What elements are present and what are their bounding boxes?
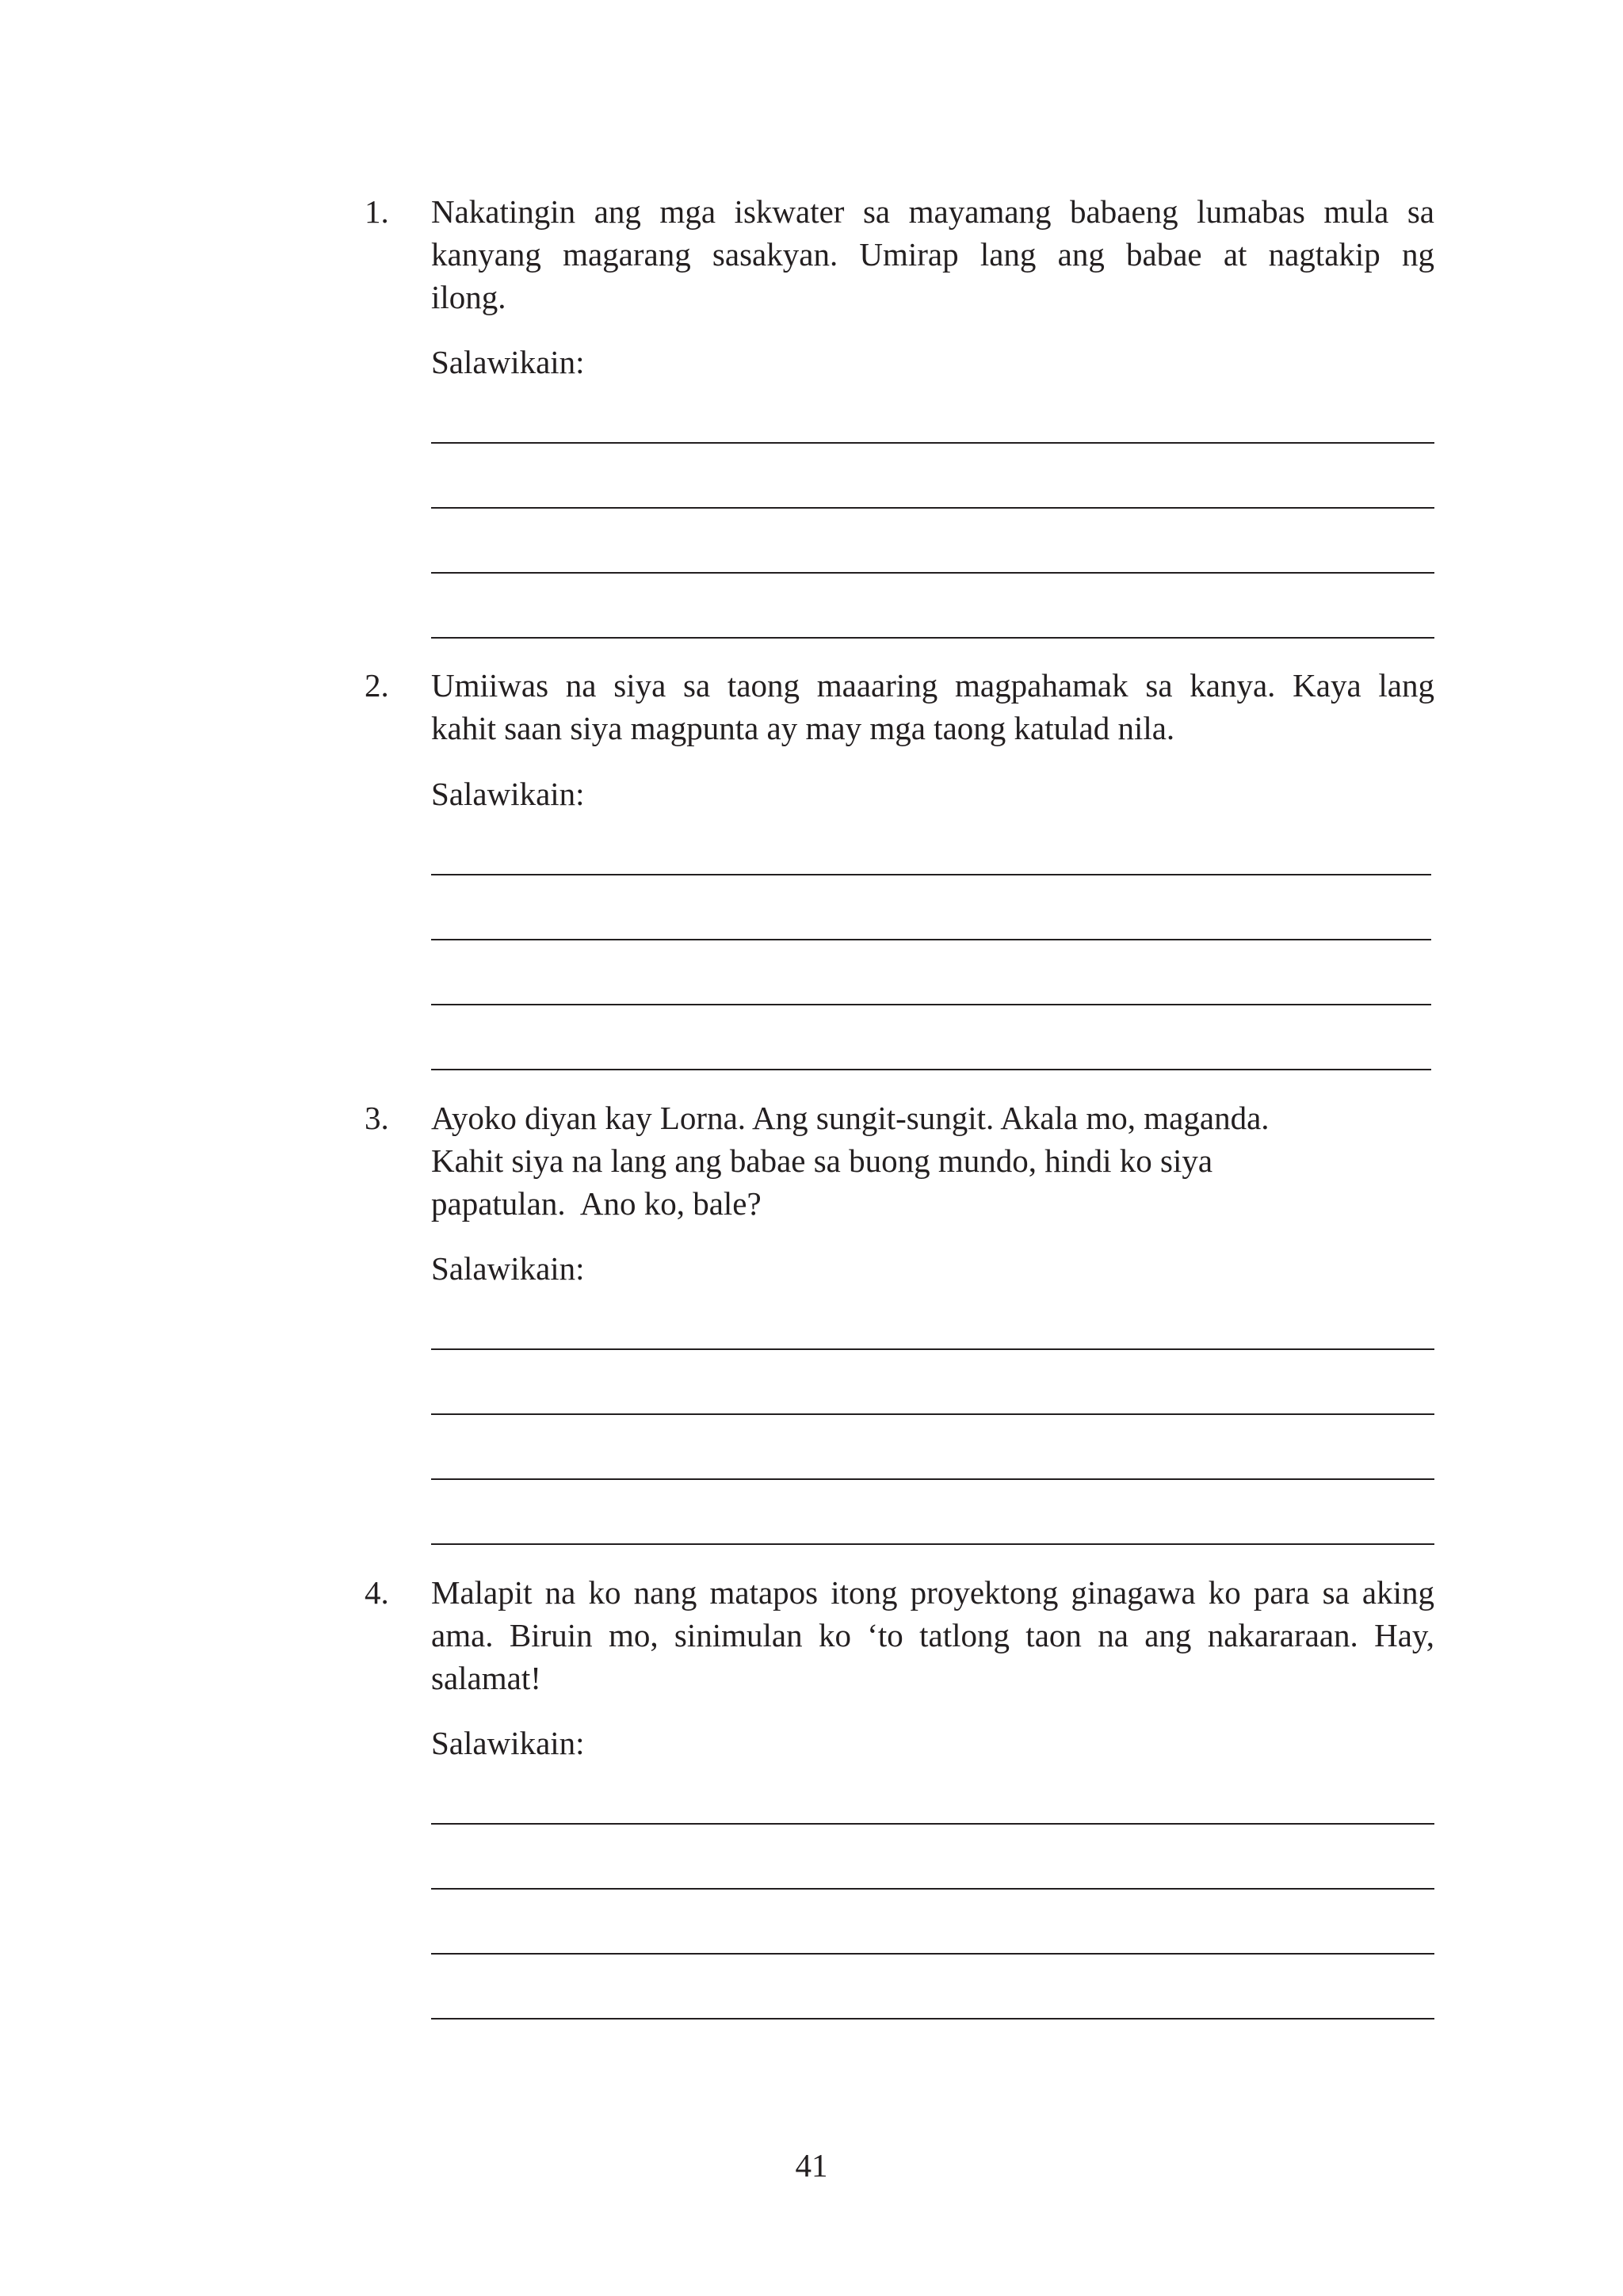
item-text-line: ama. Biruin mo, sinimulan ko ‘to tatlong taon na ang nakararaan. Hay,	[431, 1617, 1434, 1653]
item-text-line: Umiiwas na siya sa taong maaaring magpahamak sa kanya. Kaya lang	[431, 667, 1434, 704]
item-text-line: Ayoko diyan kay Lorna. Ang sungit-sungit. Akala mo, maganda.	[431, 1100, 1270, 1136]
item-text-line: Malapit na ko nang matapos itong proyektong ginagawa ko para sa aking	[431, 1574, 1434, 1611]
item-text-line: ilong.	[431, 279, 506, 315]
salawikain-label: Salawikain:	[431, 776, 585, 812]
answer-line[interactable]	[431, 1823, 1434, 1825]
item-number: 3.	[365, 1100, 389, 1136]
answer-line[interactable]	[431, 1953, 1434, 1955]
page-number: 41	[795, 2147, 828, 2183]
exercise-item-3	[365, 1097, 1434, 1556]
item-number: 2.	[365, 667, 389, 704]
answer-line[interactable]	[431, 572, 1434, 574]
salawikain-label: Salawikain:	[431, 344, 585, 380]
answer-line[interactable]	[431, 637, 1434, 639]
item-number: 1.	[365, 193, 389, 230]
item-text	[431, 1571, 1434, 1699]
exercise-item-2	[365, 664, 1434, 1076]
answer-line[interactable]	[431, 874, 1431, 875]
item-text-line: Kahit siya na lang ang babae sa buong mundo, hindi ko siya	[431, 1142, 1213, 1179]
answer-line[interactable]	[431, 1004, 1431, 1005]
answer-line[interactable]	[431, 1069, 1431, 1070]
salawikain-label: Salawikain:	[431, 1725, 585, 1761]
item-text	[431, 190, 1434, 318]
item-text	[431, 664, 1434, 749]
item-text-line: salamat!	[431, 1660, 541, 1696]
item-text-line: papatulan. Ano ko, bale?	[431, 1185, 762, 1222]
answer-line[interactable]	[431, 1348, 1434, 1350]
answer-line[interactable]	[431, 1543, 1434, 1545]
answer-line[interactable]	[431, 1413, 1434, 1415]
answer-line[interactable]	[431, 2018, 1434, 2019]
item-text-line: Nakatingin ang mga iskwater sa mayamang babaeng lumabas mula sa	[431, 193, 1434, 230]
answer-line[interactable]	[431, 939, 1431, 940]
exercise-item-1	[365, 190, 1434, 650]
salawikain-label: Salawikain:	[431, 1250, 585, 1287]
answer-line[interactable]	[431, 442, 1434, 444]
answer-line[interactable]	[431, 1888, 1434, 1890]
item-number: 4.	[365, 1574, 389, 1611]
item-text-line: kahit saan siya magpunta ay may mga taong katulad nila.	[431, 710, 1175, 746]
answer-line[interactable]	[431, 507, 1434, 509]
exercise-item-4	[365, 1571, 1434, 2031]
answer-line[interactable]	[431, 1478, 1434, 1480]
item-text	[431, 1097, 1430, 1225]
item-text-line: kanyang magarang sasakyan. Umirap lang ang babae at nagtakip ng	[431, 236, 1434, 273]
